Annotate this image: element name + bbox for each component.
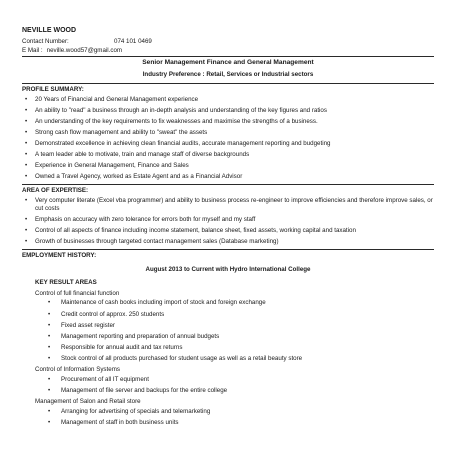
contact-number-row xyxy=(22,38,434,46)
contact-number-value: 074 101 0469 xyxy=(114,37,152,45)
profile-summary-list xyxy=(22,96,434,180)
bullet-icon: • xyxy=(25,128,28,136)
bullet-icon: • xyxy=(48,407,51,415)
list-item: • Experience in General Management, Finance and Sales xyxy=(25,161,189,169)
bullet-icon: • xyxy=(25,172,28,180)
bullet-icon: • xyxy=(25,161,28,169)
bullet-icon: • xyxy=(25,139,28,147)
list-item: • Very computer literate (Excel vba programmer) and ability to business process re-engineer to improve efficiencies and therefore improve sales, or cut costs xyxy=(25,197,433,212)
information-systems-duties-list xyxy=(22,376,434,395)
list-item: • Emphasis on accuracy with zero tolerance for errors both for myself and my staff xyxy=(25,215,256,223)
employment-history-title: EMPLOYMENT HISTORY: xyxy=(22,252,97,260)
bullet-icon: • xyxy=(48,375,51,383)
bullet-icon: • xyxy=(25,150,28,158)
list-item: • Responsible for annual audit and tax returns xyxy=(48,343,183,351)
bullet-icon: • xyxy=(48,419,51,427)
bullet-icon: • xyxy=(48,299,51,307)
bullet-icon: • xyxy=(25,197,28,205)
bullet-icon: • xyxy=(48,310,51,318)
list-item: • Growth of businesses through targeted contact management sales (Database marketing) xyxy=(25,237,279,245)
header-divider xyxy=(22,56,434,57)
list-item: • A team leader able to motivate, train and manage staff of diverse backgrounds xyxy=(25,150,250,158)
bullet-icon: • xyxy=(48,321,51,329)
list-item: • Fixed asset register xyxy=(48,321,115,329)
list-item: • Procurement of all IT equipment xyxy=(48,375,149,383)
list-item: • Management of staff in both business units xyxy=(48,419,179,427)
career-headline: Senior Management Finance and General Management xyxy=(142,59,314,67)
bullet-icon: • xyxy=(48,332,51,340)
list-item: • Control of all aspects of finance including income statement, balance sheet, fixed assets, working capital and taxation xyxy=(25,226,356,234)
list-item: • Owned a Travel Agency, worked as Estate Agent and as a Financial Advisor xyxy=(25,172,243,180)
email-label: E Mail : xyxy=(22,46,43,54)
candidate-name: NEVILLE WOOD xyxy=(22,27,77,34)
bullet-icon: • xyxy=(48,343,51,351)
list-item: • Maintenance of cash books including import of stock and foreign exchange xyxy=(48,299,266,307)
salon-retail-duties-list xyxy=(22,408,434,427)
list-item: • Credit control of approx. 250 students xyxy=(48,310,165,318)
list-item: • Stock control of all products purchased for student usage as well as a retail beauty store xyxy=(48,355,303,363)
group-heading-finance: Control of full financial function xyxy=(35,289,120,297)
expertise-divider xyxy=(22,184,434,185)
bullet-icon: • xyxy=(25,95,28,103)
list-item: • Arranging for advertising of specials and telemarketing xyxy=(48,407,211,415)
bullet-icon: • xyxy=(48,387,51,395)
list-item: • 20 Years of Financial and General Management experience xyxy=(25,95,199,103)
list-item: • Management reporting and preparation of annual budgets xyxy=(48,332,220,340)
email-value: neville.wood57@gmail.com xyxy=(46,46,123,54)
list-item: • An ability to "read" a business through an in-depth analysis and understanding of the key figures and ratios xyxy=(25,106,327,114)
key-result-areas-heading: KEY RESULT AREAS xyxy=(35,278,97,286)
list-item: • Demonstrated excellence in achieving clean financial audits, accurate management reporting and budgeting xyxy=(25,139,331,147)
contact-number-label: Contact Number: xyxy=(22,37,69,45)
profile-summary-title: PROFILE SUMMARY: xyxy=(22,86,84,94)
group-heading-salon-retail: Management of Salon and Retail store xyxy=(35,398,141,406)
expertise-list xyxy=(22,197,434,245)
list-item: • Management of file server and backups for the entire college xyxy=(48,387,228,395)
bullet-icon: • xyxy=(25,226,28,234)
bullet-icon: • xyxy=(25,117,28,125)
group-heading-information-systems: Control of Information Systems xyxy=(35,366,120,374)
email-row xyxy=(22,47,434,55)
finance-duties-list xyxy=(22,299,434,362)
resume-content xyxy=(22,27,434,430)
industry-preference: Industry Preference : Retail, Services or Industrial sectors xyxy=(142,71,314,79)
bullet-icon: • xyxy=(25,237,28,245)
bullet-icon: • xyxy=(25,215,28,223)
list-item: • An understanding of the key requirements to fix weaknesses and maximise the strengths of a business. xyxy=(25,117,318,125)
area-of-expertise-title: AREA OF EXPERTISE: xyxy=(22,187,89,195)
profile-divider xyxy=(22,83,434,84)
list-item: • Strong cash flow management and ability to "sweat" the assets xyxy=(25,128,208,136)
job-title: August 2013 to Current with Hydro International College xyxy=(145,266,311,274)
employment-divider xyxy=(22,249,434,250)
bullet-icon: • xyxy=(48,355,51,363)
bullet-icon: • xyxy=(25,106,28,114)
